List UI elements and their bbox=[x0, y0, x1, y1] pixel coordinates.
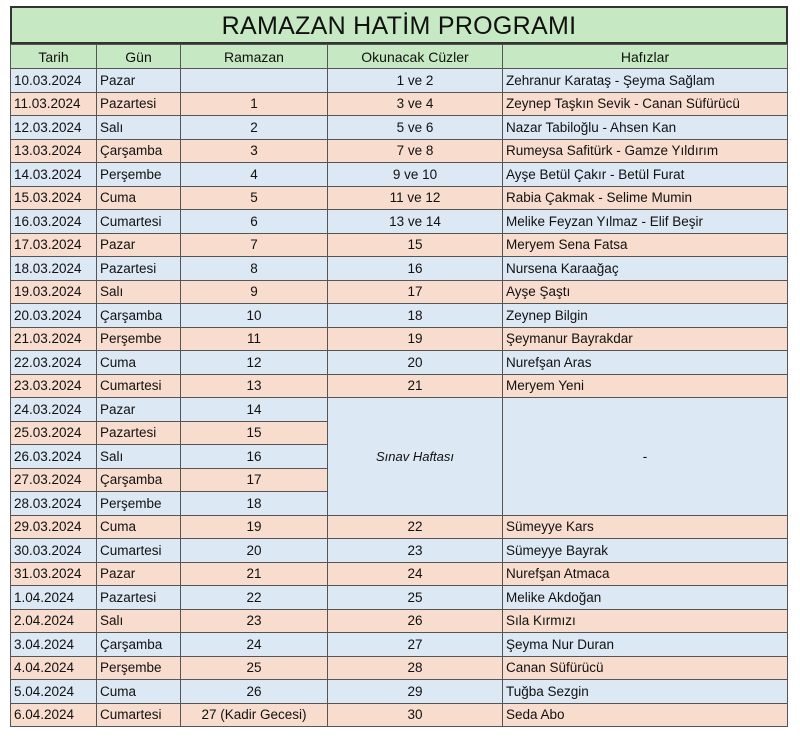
cell-date: 19.03.2024 bbox=[11, 280, 97, 304]
cell-hafiz: Melike Akdoğan bbox=[503, 586, 788, 610]
cell-ramadan: 27 (Kadir Gecesi) bbox=[181, 703, 328, 727]
cell-ramadan: 22 bbox=[181, 586, 328, 610]
cell-date: 31.03.2024 bbox=[11, 562, 97, 586]
header-ramadan: Ramazan bbox=[181, 45, 328, 69]
cell-juz: 28 bbox=[328, 656, 503, 680]
cell-day: Perşembe bbox=[97, 656, 181, 680]
cell-date: 11.03.2024 bbox=[11, 92, 97, 116]
cell-date: 2.04.2024 bbox=[11, 609, 97, 633]
cell-day: Pazar bbox=[97, 233, 181, 257]
cell-hafiz: Şeyma Nur Duran bbox=[503, 633, 788, 657]
cell-ramadan: 16 bbox=[181, 445, 328, 469]
table-row bbox=[11, 233, 788, 257]
cell-day: Çarşamba bbox=[97, 304, 181, 328]
table-body bbox=[11, 69, 788, 727]
cell-date: 25.03.2024 bbox=[11, 421, 97, 445]
cell-day: Pazar bbox=[97, 69, 181, 93]
table-row bbox=[11, 656, 788, 680]
table-row bbox=[11, 703, 788, 727]
cell-juz: 25 bbox=[328, 586, 503, 610]
cell-hafiz: Nurefşan Aras bbox=[503, 351, 788, 375]
schedule-table bbox=[10, 44, 788, 727]
table-row bbox=[11, 304, 788, 328]
cell-ramadan: 12 bbox=[181, 351, 328, 375]
table-row bbox=[11, 680, 788, 704]
cell-ramadan: 18 bbox=[181, 492, 328, 516]
cell-hafiz: Ayşe Şaştı bbox=[503, 280, 788, 304]
cell-day: Çarşamba bbox=[97, 468, 181, 492]
cell-ramadan: 2 bbox=[181, 116, 328, 140]
cell-juz: 26 bbox=[328, 609, 503, 633]
cell-hafiz: Nurefşan Atmaca bbox=[503, 562, 788, 586]
cell-hafiz: Sümeyye Bayrak bbox=[503, 539, 788, 563]
cell-ramadan: 6 bbox=[181, 210, 328, 234]
cell-hafiz: Sıla Kırmızı bbox=[503, 609, 788, 633]
cell-juz: 18 bbox=[328, 304, 503, 328]
cell-hafiz: Seda Abo bbox=[503, 703, 788, 727]
cell-date: 28.03.2024 bbox=[11, 492, 97, 516]
cell-day: Pazartesi bbox=[97, 257, 181, 281]
table-row bbox=[11, 351, 788, 375]
cell-ramadan bbox=[181, 69, 328, 93]
cell-day: Salı bbox=[97, 445, 181, 469]
cell-hafiz: Zehranur Karataş - Şeyma Sağlam bbox=[503, 69, 788, 93]
table-row bbox=[11, 633, 788, 657]
table-row bbox=[11, 539, 788, 563]
cell-hafiz: Meryem Yeni bbox=[503, 374, 788, 398]
cell-date: 23.03.2024 bbox=[11, 374, 97, 398]
table-row bbox=[11, 327, 788, 351]
table-row bbox=[11, 562, 788, 586]
table-row bbox=[11, 69, 788, 93]
cell-hafiz: Rumeysa Safitürk - Gamze Yıldırım bbox=[503, 139, 788, 163]
table-row bbox=[11, 92, 788, 116]
cell-day: Salı bbox=[97, 280, 181, 304]
cell-date: 5.04.2024 bbox=[11, 680, 97, 704]
cell-ramadan: 24 bbox=[181, 633, 328, 657]
cell-juz: 24 bbox=[328, 562, 503, 586]
exam-week-dash: - bbox=[503, 398, 788, 516]
cell-date: 26.03.2024 bbox=[11, 445, 97, 469]
cell-date: 29.03.2024 bbox=[11, 515, 97, 539]
cell-day: Çarşamba bbox=[97, 139, 181, 163]
table-row bbox=[11, 398, 788, 422]
table-row bbox=[11, 186, 788, 210]
exam-week-label: Sınav Haftası bbox=[328, 398, 503, 516]
cell-day: Pazar bbox=[97, 562, 181, 586]
cell-juz: 13 ve 14 bbox=[328, 210, 503, 234]
cell-hafiz: Şeymanur Bayrakdar bbox=[503, 327, 788, 351]
cell-ramadan: 4 bbox=[181, 163, 328, 187]
cell-day: Salı bbox=[97, 116, 181, 140]
table-row bbox=[11, 374, 788, 398]
cell-date: 17.03.2024 bbox=[11, 233, 97, 257]
table-row bbox=[11, 257, 788, 281]
cell-date: 27.03.2024 bbox=[11, 468, 97, 492]
cell-date: 14.03.2024 bbox=[11, 163, 97, 187]
cell-day: Pazartesi bbox=[97, 92, 181, 116]
cell-hafiz: Zeynep Bilgin bbox=[503, 304, 788, 328]
cell-juz: 21 bbox=[328, 374, 503, 398]
header-row bbox=[11, 45, 788, 69]
cell-ramadan: 10 bbox=[181, 304, 328, 328]
cell-day: Cuma bbox=[97, 351, 181, 375]
cell-day: Cumartesi bbox=[97, 539, 181, 563]
header-hafiz: Hafızlar bbox=[503, 45, 788, 69]
cell-ramadan: 23 bbox=[181, 609, 328, 633]
header-date: Tarih bbox=[11, 45, 97, 69]
cell-date: 4.04.2024 bbox=[11, 656, 97, 680]
cell-hafiz: Ayşe Betül Çakır - Betül Furat bbox=[503, 163, 788, 187]
cell-juz: 19 bbox=[328, 327, 503, 351]
cell-ramadan: 5 bbox=[181, 186, 328, 210]
cell-hafiz: Nursena Karaağaç bbox=[503, 257, 788, 281]
cell-hafiz: Zeynep Taşkın Sevik - Canan Süfürücü bbox=[503, 92, 788, 116]
cell-juz: 9 ve 10 bbox=[328, 163, 503, 187]
cell-ramadan: 20 bbox=[181, 539, 328, 563]
cell-hafiz: Nazar Tabiloğlu - Ahsen Kan bbox=[503, 116, 788, 140]
cell-hafiz: Tuğba Sezgin bbox=[503, 680, 788, 704]
table-row bbox=[11, 210, 788, 234]
cell-day: Cuma bbox=[97, 515, 181, 539]
cell-date: 22.03.2024 bbox=[11, 351, 97, 375]
cell-ramadan: 8 bbox=[181, 257, 328, 281]
cell-day: Cuma bbox=[97, 186, 181, 210]
cell-juz: 11 ve 12 bbox=[328, 186, 503, 210]
header-day: Gün bbox=[97, 45, 181, 69]
header-juz: Okunacak Cüzler bbox=[328, 45, 503, 69]
cell-ramadan: 17 bbox=[181, 468, 328, 492]
table-row bbox=[11, 609, 788, 633]
schedule-sheet bbox=[10, 6, 788, 727]
cell-date: 3.04.2024 bbox=[11, 633, 97, 657]
cell-day: Çarşamba bbox=[97, 633, 181, 657]
cell-ramadan: 26 bbox=[181, 680, 328, 704]
table-row bbox=[11, 139, 788, 163]
cell-date: 20.03.2024 bbox=[11, 304, 97, 328]
table-row bbox=[11, 116, 788, 140]
cell-day: Salı bbox=[97, 609, 181, 633]
cell-date: 6.04.2024 bbox=[11, 703, 97, 727]
page-title: RAMAZAN HATİM PROGRAMI bbox=[10, 6, 788, 44]
cell-ramadan: 25 bbox=[181, 656, 328, 680]
cell-day: Perşembe bbox=[97, 163, 181, 187]
cell-ramadan: 1 bbox=[181, 92, 328, 116]
table-row bbox=[11, 163, 788, 187]
cell-date: 12.03.2024 bbox=[11, 116, 97, 140]
cell-ramadan: 11 bbox=[181, 327, 328, 351]
cell-ramadan: 13 bbox=[181, 374, 328, 398]
table-row bbox=[11, 280, 788, 304]
cell-day: Perşembe bbox=[97, 492, 181, 516]
cell-day: Pazar bbox=[97, 398, 181, 422]
cell-day: Pazartesi bbox=[97, 586, 181, 610]
table-row bbox=[11, 586, 788, 610]
cell-date: 21.03.2024 bbox=[11, 327, 97, 351]
cell-hafiz: Canan Süfürücü bbox=[503, 656, 788, 680]
cell-day: Cuma bbox=[97, 680, 181, 704]
cell-juz: 23 bbox=[328, 539, 503, 563]
cell-juz: 1 ve 2 bbox=[328, 69, 503, 93]
cell-hafiz: Melike Feyzan Yılmaz - Elif Beşir bbox=[503, 210, 788, 234]
cell-juz: 5 ve 6 bbox=[328, 116, 503, 140]
cell-day: Cumartesi bbox=[97, 210, 181, 234]
cell-date: 18.03.2024 bbox=[11, 257, 97, 281]
cell-day: Perşembe bbox=[97, 327, 181, 351]
cell-juz: 7 ve 8 bbox=[328, 139, 503, 163]
cell-date: 15.03.2024 bbox=[11, 186, 97, 210]
cell-juz: 16 bbox=[328, 257, 503, 281]
cell-ramadan: 14 bbox=[181, 398, 328, 422]
cell-ramadan: 19 bbox=[181, 515, 328, 539]
cell-ramadan: 15 bbox=[181, 421, 328, 445]
cell-date: 13.03.2024 bbox=[11, 139, 97, 163]
cell-juz: 20 bbox=[328, 351, 503, 375]
cell-hafiz: Rabia Çakmak - Selime Mumin bbox=[503, 186, 788, 210]
cell-date: 1.04.2024 bbox=[11, 586, 97, 610]
cell-date: 24.03.2024 bbox=[11, 398, 97, 422]
table-row bbox=[11, 515, 788, 539]
cell-date: 10.03.2024 bbox=[11, 69, 97, 93]
cell-date: 30.03.2024 bbox=[11, 539, 97, 563]
cell-ramadan: 9 bbox=[181, 280, 328, 304]
cell-juz: 17 bbox=[328, 280, 503, 304]
cell-juz: 15 bbox=[328, 233, 503, 257]
cell-hafiz: Sümeyye Kars bbox=[503, 515, 788, 539]
cell-juz: 3 ve 4 bbox=[328, 92, 503, 116]
cell-ramadan: 7 bbox=[181, 233, 328, 257]
cell-juz: 22 bbox=[328, 515, 503, 539]
cell-day: Pazartesi bbox=[97, 421, 181, 445]
cell-date: 16.03.2024 bbox=[11, 210, 97, 234]
cell-ramadan: 21 bbox=[181, 562, 328, 586]
cell-juz: 30 bbox=[328, 703, 503, 727]
cell-day: Cumartesi bbox=[97, 703, 181, 727]
cell-hafiz: Meryem Sena Fatsa bbox=[503, 233, 788, 257]
cell-juz: 29 bbox=[328, 680, 503, 704]
cell-day: Cumartesi bbox=[97, 374, 181, 398]
cell-ramadan: 3 bbox=[181, 139, 328, 163]
cell-juz: 27 bbox=[328, 633, 503, 657]
